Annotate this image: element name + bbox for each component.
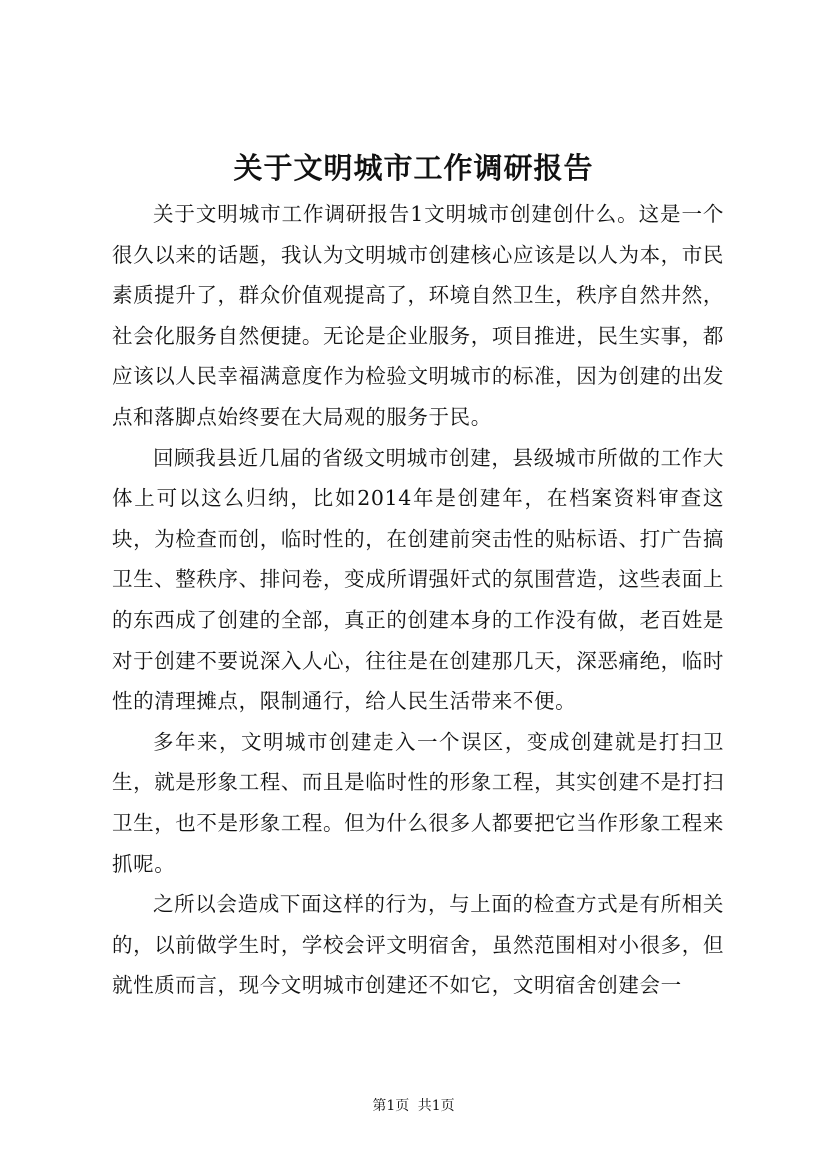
page-footer — [0, 1096, 827, 1116]
paragraph: 多年来，文明城市创建走入一个误区，变成创建就是打扫卫生，就是形象工程、而且是临时性的形象工程，其实创建不是打扫卫生，也不是形象工程。但为什么很多人都要把它当作形象工程来抓呢。 — [112, 729, 724, 876]
paragraph: 之所以会造成下面这样的行为，与上面的检查方式是有所相关的，以前做学生时，学校会评文明宿舍，虽然范围相对小很多，但就性质而言，现今文明城市创建还不如它，文明宿舍创建会一 — [112, 892, 724, 998]
document-title: 关于文明城市工作调研报告 — [233, 151, 594, 185]
paragraph: 关于文明城市工作调研报告1文明城市创建创什么。这是一个很久以来的话题，我认为文明城市创建核心应该是以人为本，市民素质提升了，群众价值观提高了，环境自然卫生，秩序自然井然，社会化服务自然便捷。无论是企业服务，项目推进，民生实事，都应该以人民幸福满意度作为检验文明城市的标准，因为创建的出发点和落脚点始终要在大局观的服务于民。 — [112, 202, 724, 429]
paragraph: 回顾我县近几届的省级文明城市创建，县级城市所做的工作大体上可以这么归纳，比如2014年是创建年，在档案资料审查这块，为检查而创，临时性的，在创建前突击性的贴标语、打广告搞卫生、整秩序、排问卷，变成所谓强奸式的氛围营造，这些表面上的东西成了创建的全部，真正的创建本身的工作没有做，老百姓是对于创建不要说深入人心，往往是在创建那几天，深恶痛绝，临时性的清理摊点，限制通行，给人民生活带来不便。 — [112, 445, 724, 714]
page-number: 第1页 — [372, 1098, 410, 1114]
page-total: 共1页 — [417, 1098, 455, 1114]
document-body — [112, 194, 724, 1006]
